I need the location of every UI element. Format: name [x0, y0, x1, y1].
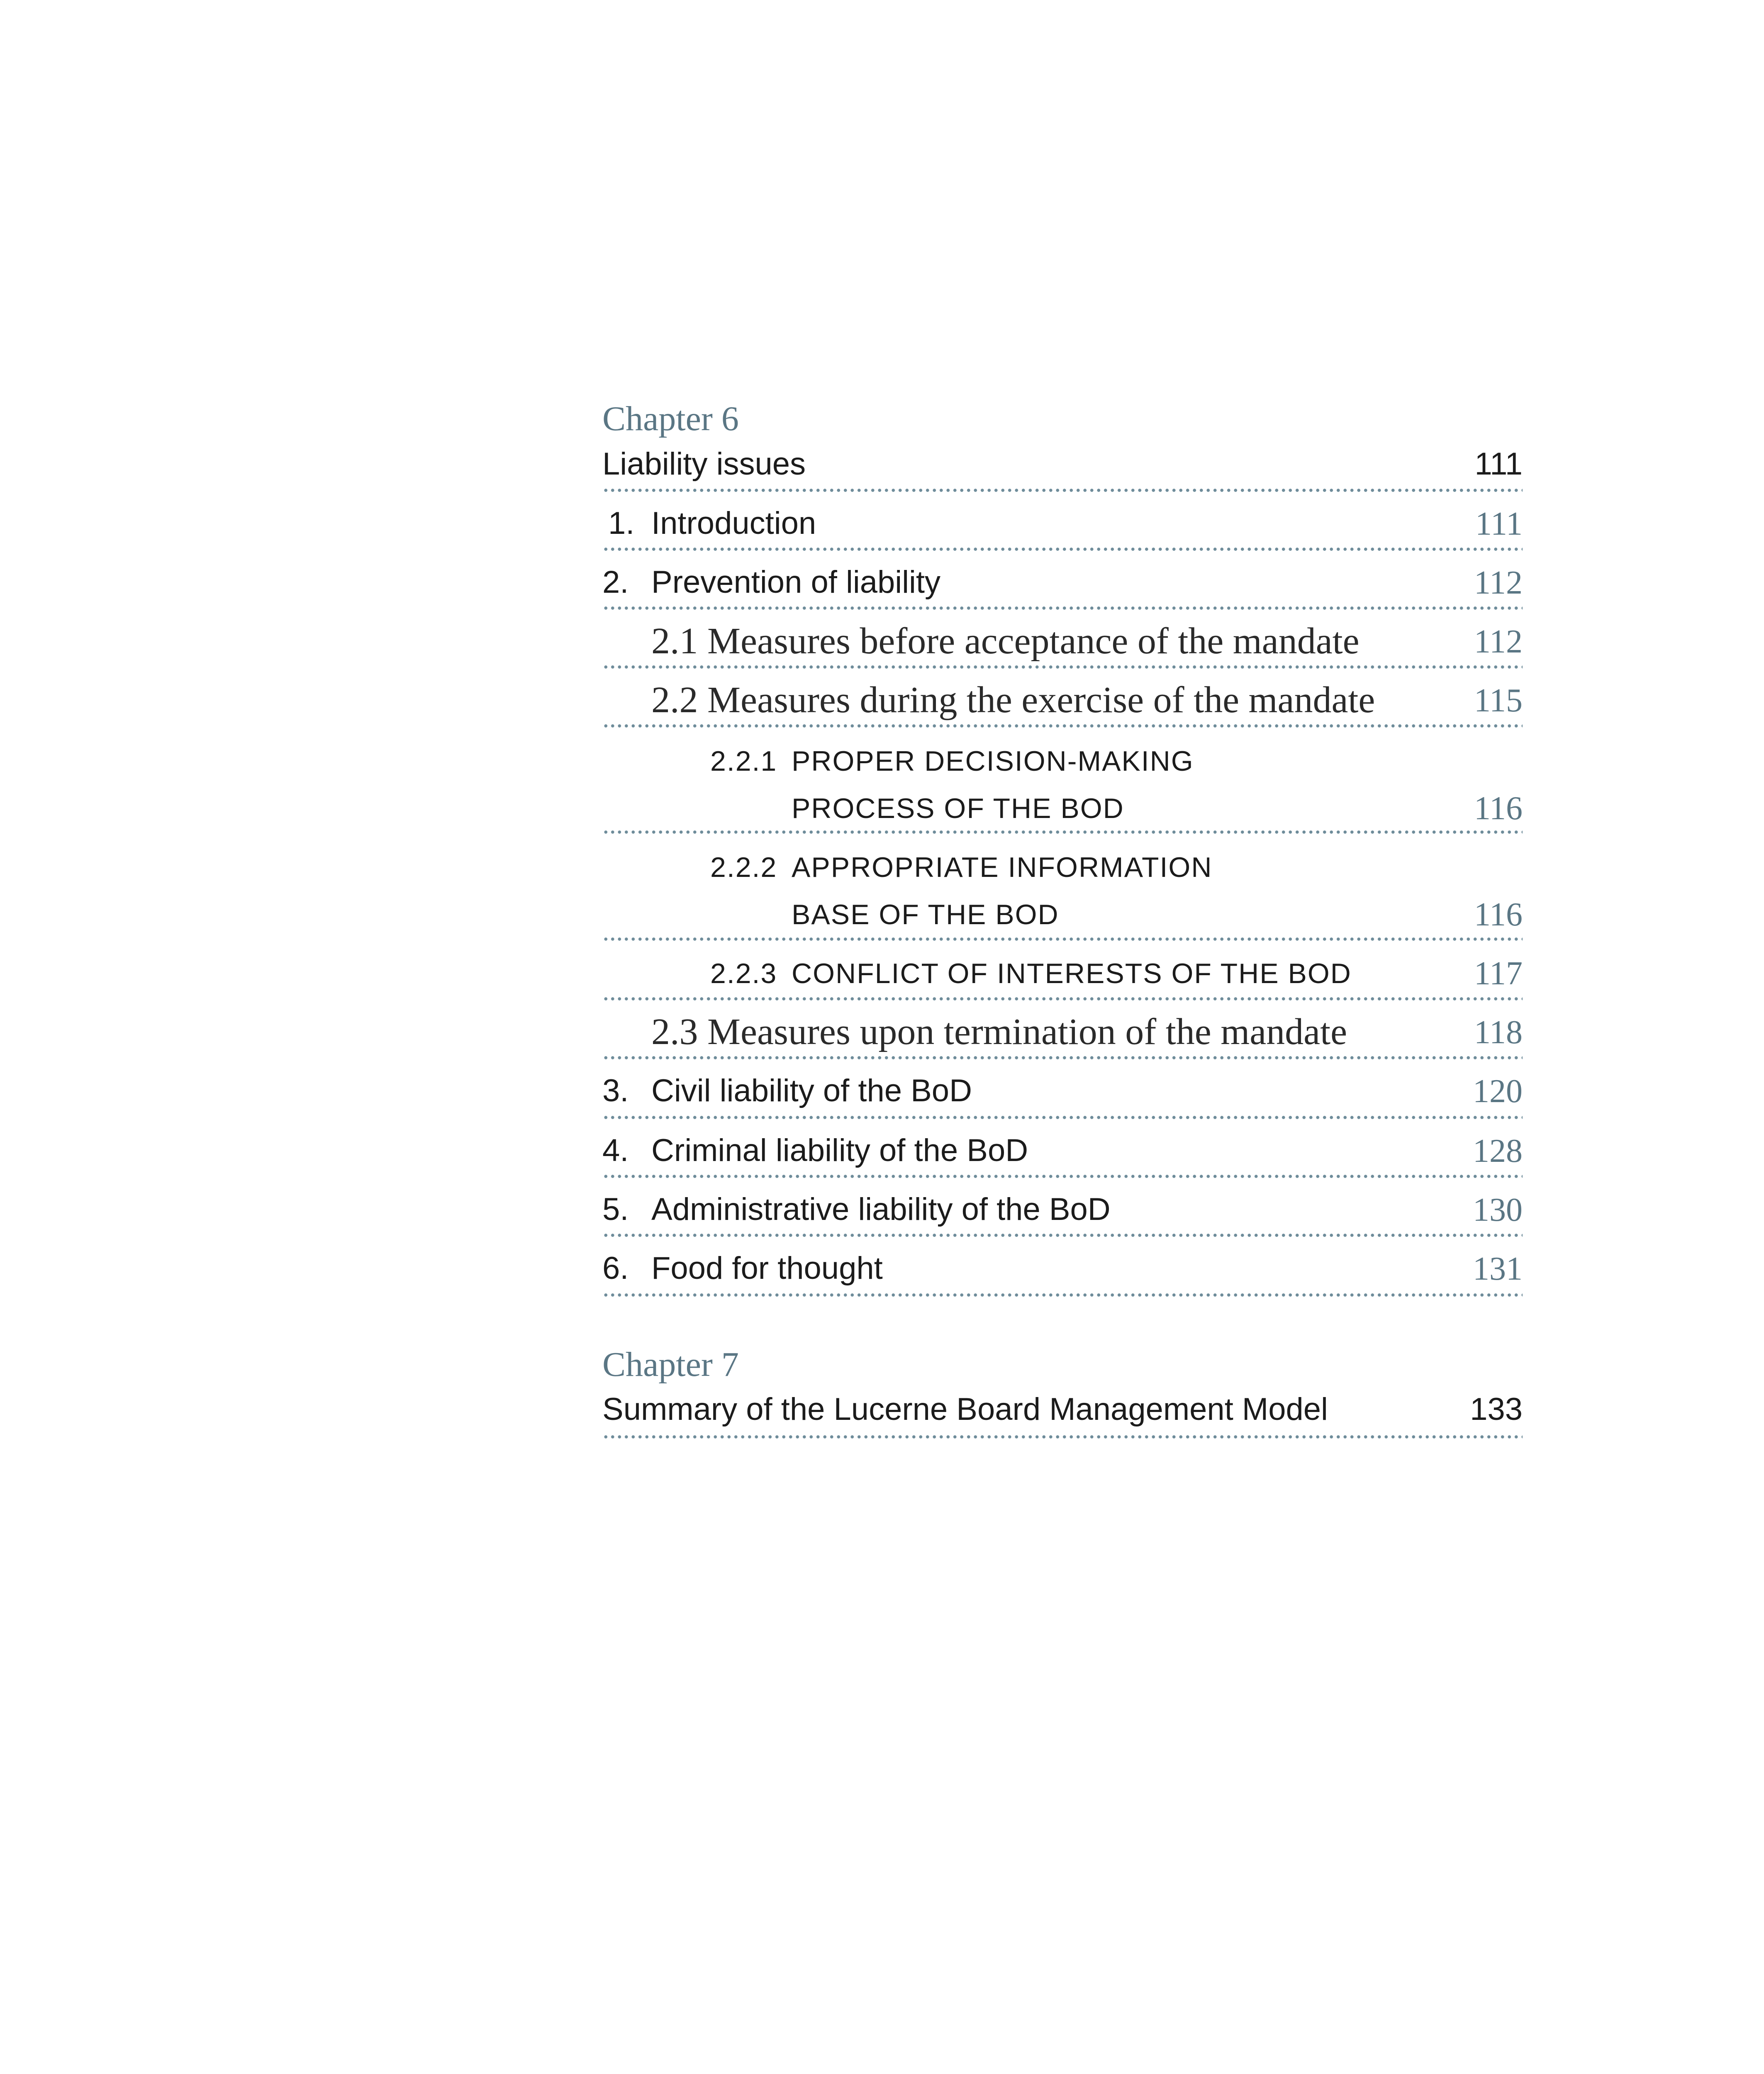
toc-entry-number: 2.: [602, 565, 629, 600]
toc-entry-page: 131: [1473, 1251, 1523, 1287]
toc-entry-page: 115: [1474, 682, 1523, 719]
toc-entry-title: 2.2 Measures during the exercise of the mandate: [651, 679, 1375, 721]
dotted-separator: [602, 489, 1523, 492]
toc-entry-page: 116: [1474, 790, 1523, 827]
dotted-separator: [602, 1435, 1523, 1439]
chapter-7-heading-title: Summary of the Lucerne Board Management Model: [602, 1392, 1328, 1427]
toc-entry-number: 1.: [608, 506, 635, 541]
toc-entry-number: 2.2.3: [710, 958, 777, 989]
toc-entry-page: 117: [1474, 955, 1523, 992]
toc-entry-title: Civil liability of the BoD: [651, 1073, 972, 1108]
dotted-separator: [602, 1175, 1523, 1178]
toc-entry-title-line-1: APPROPRIATE INFORMATION: [792, 852, 1213, 883]
toc-entry-page: 130: [1473, 1192, 1523, 1228]
toc-entry-number: 2.2.2: [710, 852, 777, 883]
toc-entry-title: CONFLICT OF INTERESTS OF THE BOD: [792, 958, 1352, 989]
chapter-6-heading-title: Liability issues: [602, 446, 806, 482]
dotted-separator: [602, 1056, 1523, 1059]
toc-entry-title: Prevention of liability: [651, 565, 941, 600]
dotted-separator: [602, 937, 1523, 941]
toc-entry-number: 2.2.1: [710, 745, 777, 777]
toc-entry-page: 112: [1474, 623, 1523, 660]
toc-entry-number: 4.: [602, 1133, 629, 1168]
dotted-separator: [602, 1116, 1523, 1119]
toc-entry-title-line-2: PROCESS OF THE BOD: [792, 793, 1124, 824]
chapter-7-heading-page: 133: [1470, 1392, 1523, 1427]
toc-entry-page: 111: [1475, 506, 1523, 542]
toc-entry-title: 2.3 Measures upon termination of the mandate: [651, 1011, 1347, 1052]
toc-entry-page: 118: [1474, 1014, 1523, 1051]
toc-entry-page: 128: [1473, 1133, 1523, 1169]
toc-entry-title-line-2: BASE OF THE BOD: [792, 899, 1059, 930]
toc-entry-page: 120: [1473, 1073, 1523, 1110]
toc-entry-title: Administrative liability of the BoD: [651, 1192, 1111, 1227]
dotted-separator: [602, 1293, 1523, 1297]
toc-entry-title-line-1: PROPER DECISION-MAKING: [792, 745, 1194, 777]
chapter-6-label: Chapter 6: [602, 399, 739, 438]
toc-entry-title: Introduction: [651, 506, 816, 541]
toc-entry-title: 2.1 Measures before acceptance of the mandate: [651, 621, 1360, 662]
dotted-separator: [602, 548, 1523, 551]
chapter-6-heading-page: 111: [1474, 446, 1523, 482]
dotted-separator: [602, 830, 1523, 834]
toc-entry-title: Food for thought: [651, 1251, 883, 1286]
toc-entry-number: 5.: [602, 1192, 629, 1227]
toc-entry-title: Criminal liability of the BoD: [651, 1133, 1028, 1168]
dotted-separator: [602, 665, 1523, 669]
dotted-separator: [602, 724, 1523, 728]
dotted-separator: [602, 606, 1523, 610]
toc-entry-page: 116: [1474, 896, 1523, 933]
dotted-separator: [602, 997, 1523, 1000]
toc-entry-number: 6.: [602, 1251, 629, 1286]
toc-entry-page: 112: [1474, 565, 1523, 601]
dotted-separator: [602, 1234, 1523, 1237]
chapter-7-label: Chapter 7: [602, 1345, 739, 1384]
toc-entry-number: 3.: [602, 1073, 629, 1108]
